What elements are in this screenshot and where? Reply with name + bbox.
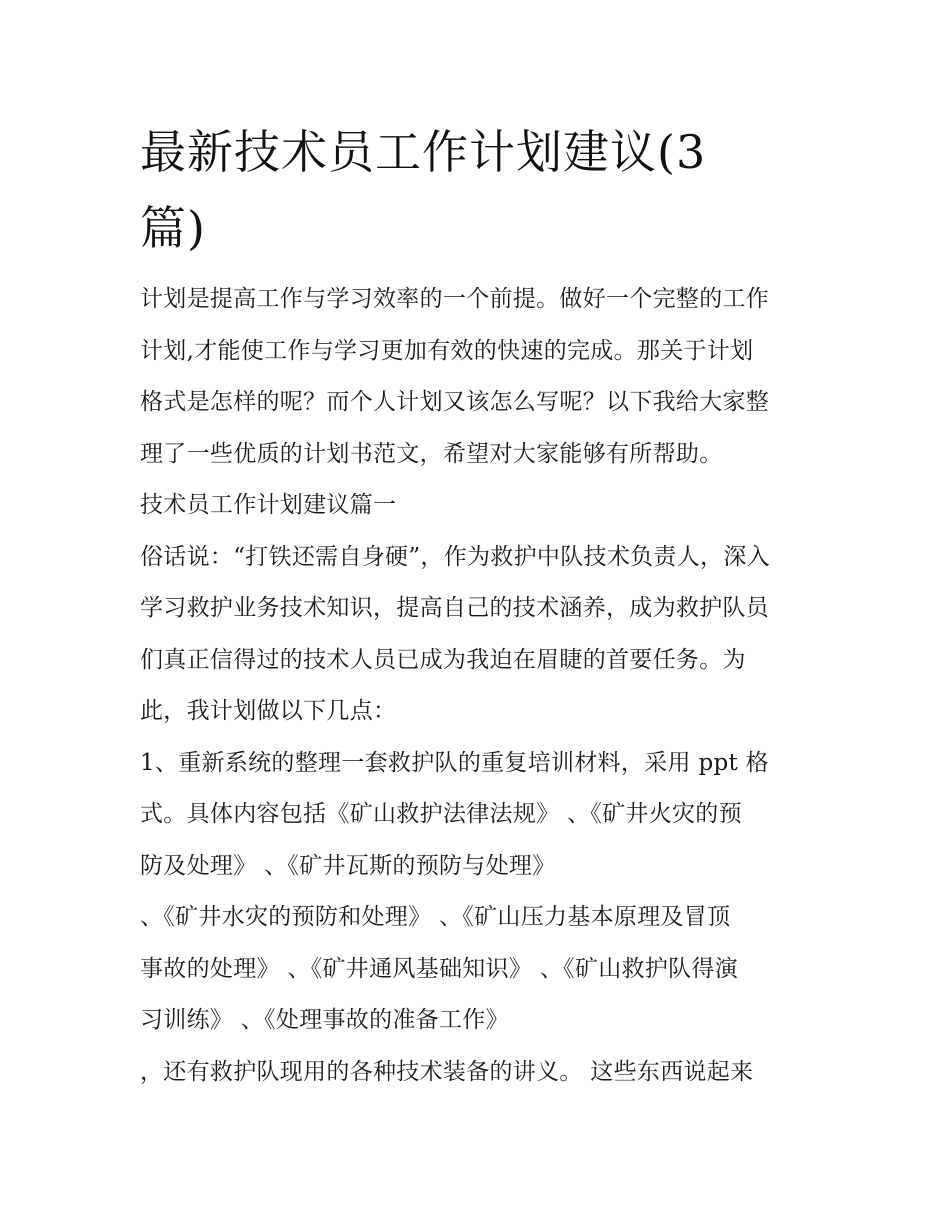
- title-line-1: 最新技术员工作计划建议(3: [140, 125, 707, 179]
- paragraph-line: 学习救护业务技术知识，提高自己的技术涵养，成为救护队员: [140, 595, 770, 621]
- list-item-line: 式。具体内容包括《矿山救护法律法规》 、《矿井火灾的预: [140, 801, 742, 827]
- paragraph-line: 俗话说：“打铁还需自身硬”，作为救护中队技术负责人，深入: [140, 543, 770, 570]
- list-item-line: ，还有救护队现用的各种技术装备的讲义。 这些东西说起来: [140, 1058, 754, 1085]
- intro-line-1: 计划是提高工作与学习效率的一个前提。做好一个完整的工作: [140, 286, 770, 312]
- title-line-2: 篇): [140, 201, 206, 255]
- document-body: [140, 274, 830, 1098]
- list-item-line: 防及处理》 、《矿井瓦斯的预防与处理》: [140, 852, 556, 879]
- document-title: [140, 114, 820, 266]
- list-item-line: 习训练》 、《处理事故的准备工作》: [140, 1007, 509, 1033]
- paragraph-line: 们真正信得过的技术人员已成为我迫在眉睫的首要任务。为: [140, 646, 746, 673]
- list-item-line: 1、重新系统的整理一套救护队的重复培训材料，采用 ppt 格: [140, 749, 769, 776]
- section-heading: 技术员工作计划建议篇一: [140, 492, 397, 518]
- intro-line-2: 计划,才能使工作与学习更加有效的快速的完成。那关于计划: [140, 337, 754, 364]
- list-item-line: 、《矿井水灾的预防和处理》 、《矿山压力基本原理及冒顶: [140, 904, 731, 930]
- list-item-line: 事故的处理》 、《矿井通风基础知识》 、《矿山救护队得演: [140, 955, 739, 982]
- paragraph-line: 此，我计划做以下几点：: [140, 698, 397, 724]
- intro-line-4: 理了一些优质的计划书范文，希望对大家能够有所帮助。: [140, 440, 723, 467]
- intro-line-3: 格式是怎样的呢？而个人计划又该怎么写呢？以下我给大家整: [140, 389, 770, 415]
